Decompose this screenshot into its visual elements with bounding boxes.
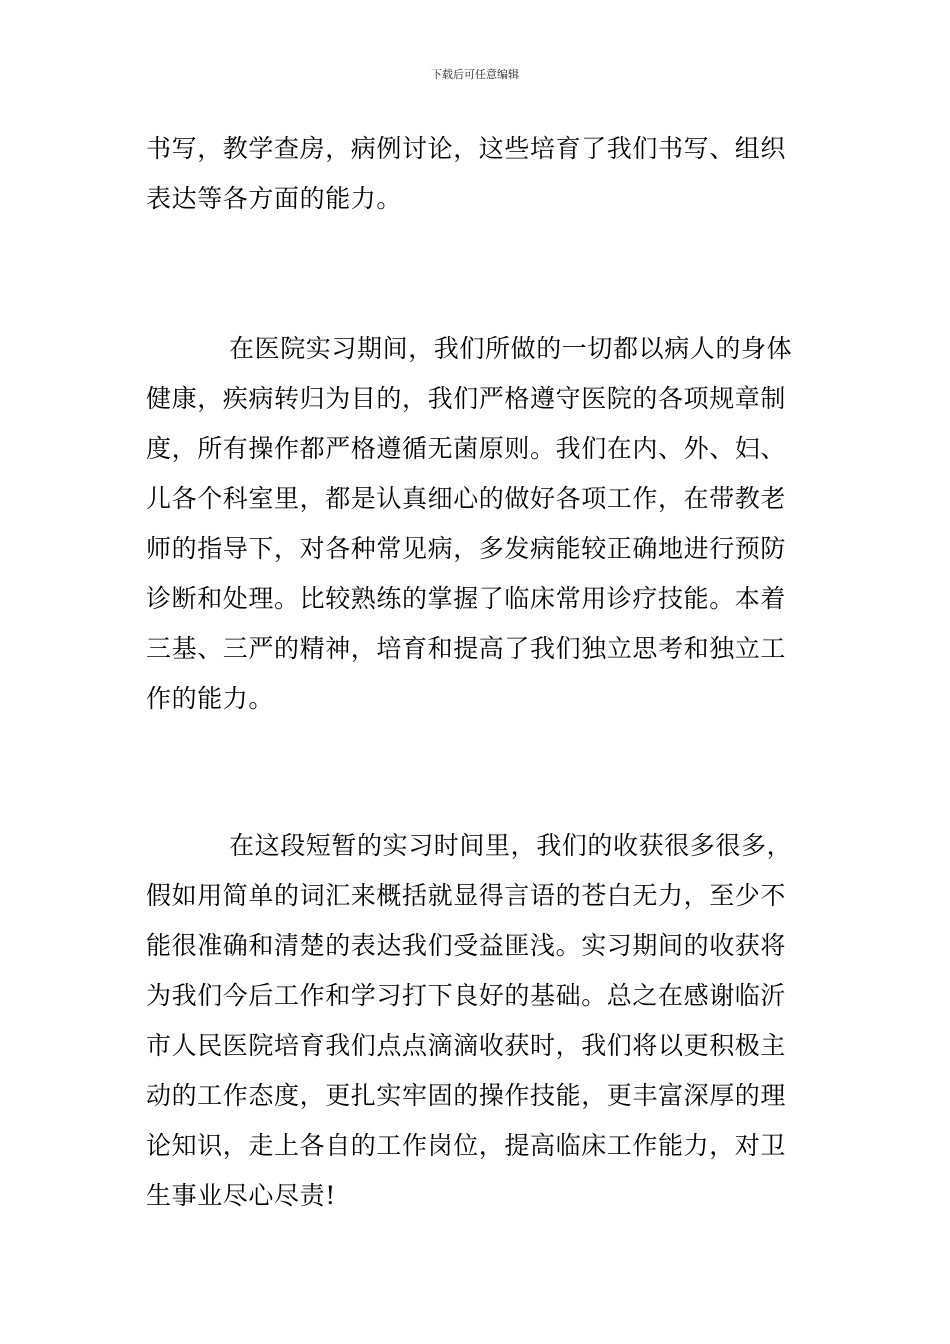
paragraph-3-line-7: 论知识，走上各自的工作岗位，提高临床工作能力，对卫 xyxy=(146,1131,787,1160)
paragraph-2-line-1: 在医院实习期间，我们所做的一切都以病人的身体 xyxy=(229,334,793,363)
paragraph-2-line-8: 作的能力。 xyxy=(146,684,275,713)
paragraph-2-line-3: 度，所有操作都严格遵循无菌原则。我们在内、外、妇、 xyxy=(146,434,787,463)
paragraph-3-line-8: 生事业尽心尽责! xyxy=(146,1181,336,1210)
paragraph-2-line-7: 三基、三严的精神，培育和提高了我们独立思考和独立工 xyxy=(146,634,787,663)
paragraph-3-line-2: 假如用简单的词汇来概括就显得言语的苍白无力，至少不 xyxy=(146,881,787,910)
paragraph-1-line-2: 表达等各方面的能力。 xyxy=(146,184,403,213)
paragraph-3-line-1: 在这段短暂的实习时间里，我们的收获很多很多， xyxy=(229,831,793,860)
paragraph-3-line-4: 为我们今后工作和学习打下良好的基础。总之在感谢临沂 xyxy=(146,981,787,1010)
paragraph-2-line-6: 诊断和处理。比较熟练的掌握了临床常用诊疗技能。本着 xyxy=(146,584,787,613)
header-note: 下载后可任意编辑 xyxy=(431,68,519,81)
paragraph-2-line-4: 儿各个科室里，都是认真细心的做好各项工作，在带教老 xyxy=(146,484,787,513)
paragraph-2-line-2: 健康，疾病转归为目的，我们严格遵守医院的各项规章制 xyxy=(146,384,787,413)
paragraph-3-line-3: 能很准确和清楚的表达我们受益匪浅。实习期间的收获将 xyxy=(146,931,787,960)
paragraph-1-line-1: 书写，教学查房，病例讨论，这些培育了我们书写、组织 xyxy=(146,134,787,163)
paragraph-3-line-6: 动的工作态度，更扎实牢固的操作技能，更丰富深厚的理 xyxy=(146,1081,787,1110)
paragraph-2-line-5: 师的指导下，对各种常见病，多发病能较正确地进行预防 xyxy=(146,534,787,563)
paragraph-3-line-5: 市人民医院培育我们点点滴滴收获时，我们将以更积极主 xyxy=(146,1031,787,1060)
